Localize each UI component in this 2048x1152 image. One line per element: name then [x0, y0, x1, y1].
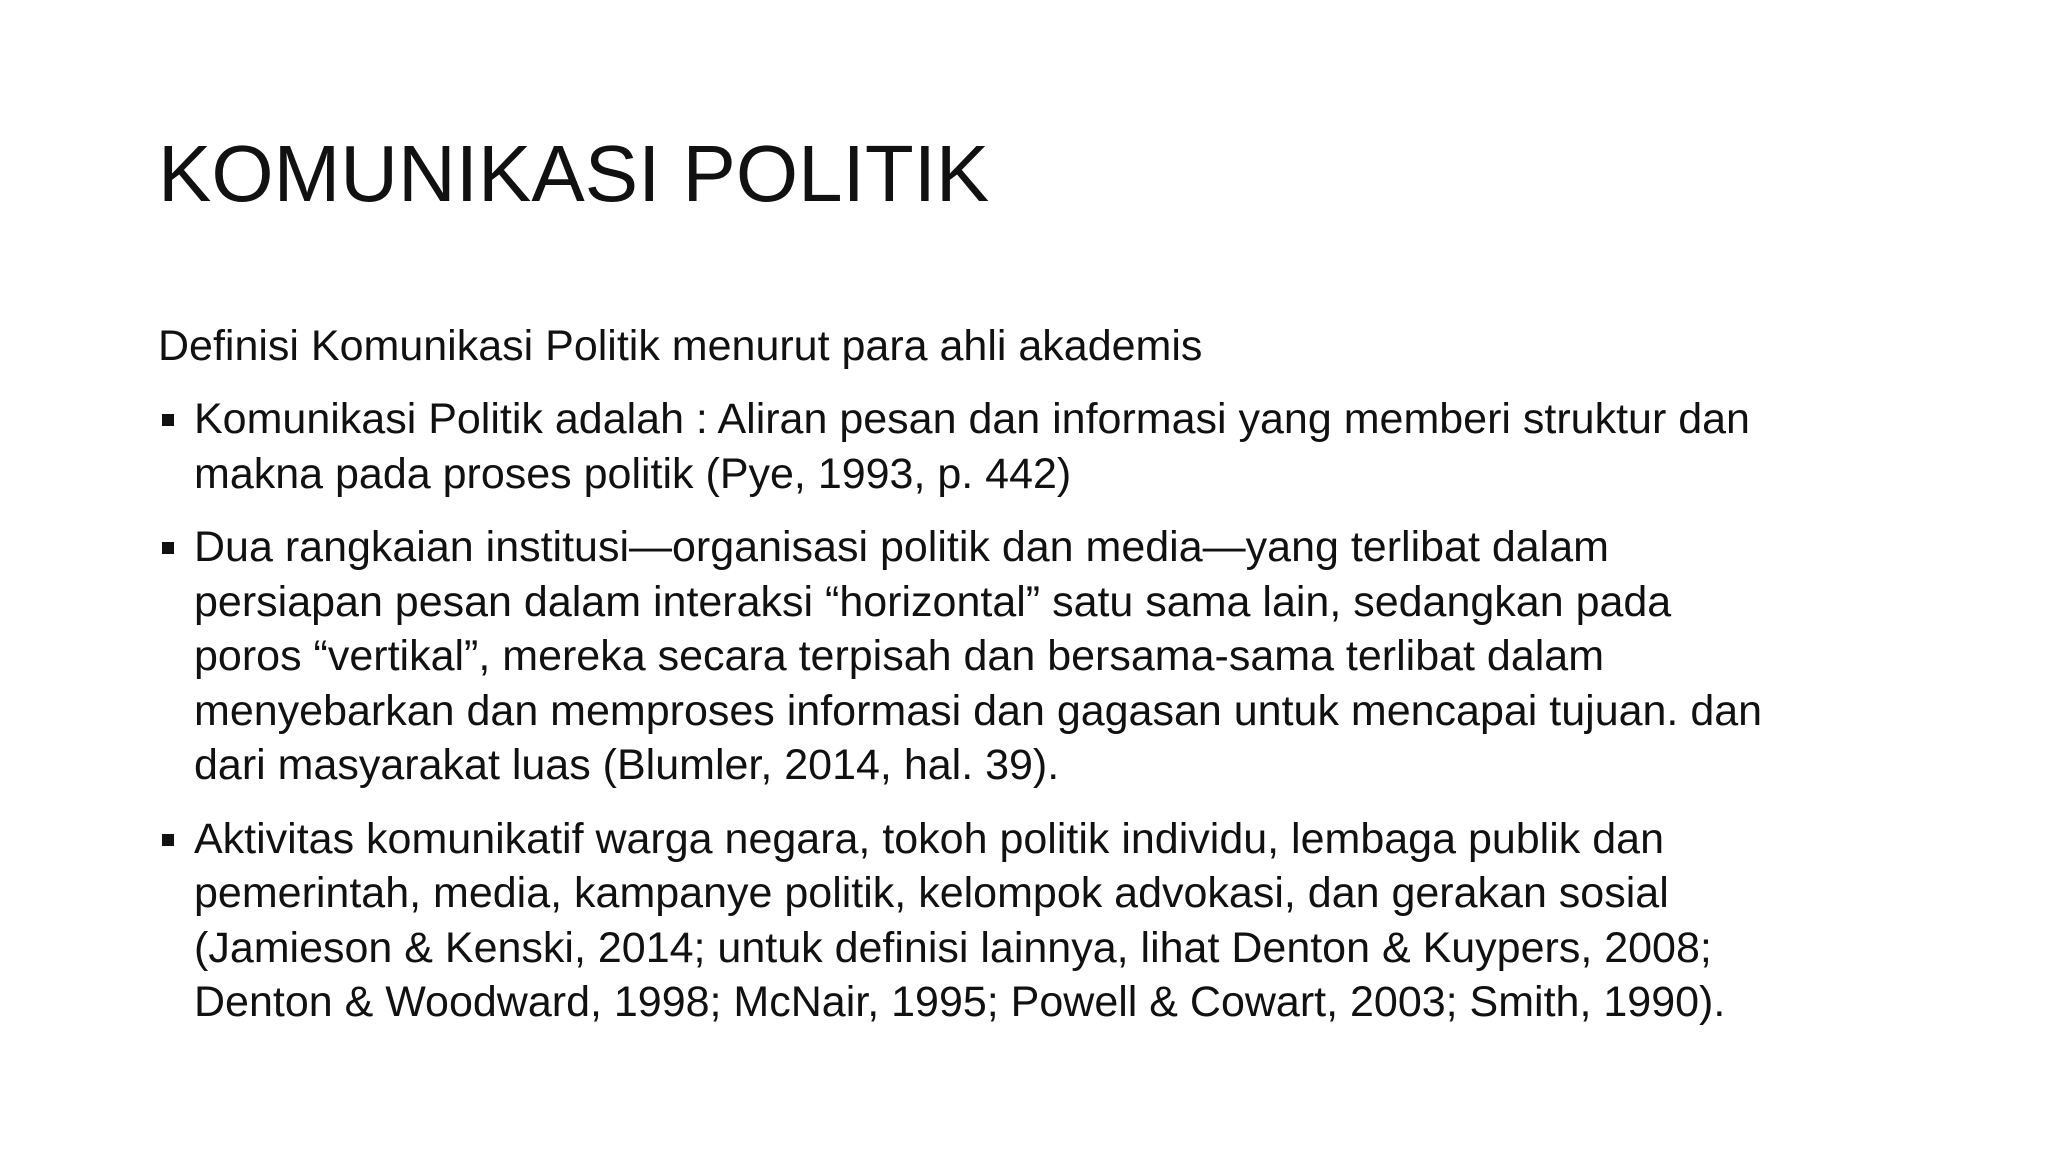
bullet-line: menyebarkan dan memproses informasi dan gagasan untuk mencapai tujuan. dan — [194, 686, 1763, 735]
bullet-item — [158, 520, 1918, 793]
bullet-line: (Jamieson & Kenski, 2014; untuk definisi lainnya, lihat Denton & Kuypers, 2008; — [194, 923, 1712, 972]
bullet-line: Dua rangkaian institusi—organisasi politik dan media—yang terlibat dalam — [194, 523, 1609, 571]
bullet-line: Denton & Woodward, 1998; McNair, 1995; Powell & Cowart, 2003; Smith, 1990). — [194, 978, 1726, 1026]
bullet-item — [158, 812, 1918, 1030]
bullet-list — [158, 392, 1918, 1030]
slide-content — [158, 318, 1918, 1049]
bullet-line: dari masyarakat luas (Blumler, 2014, hal. 39). — [194, 741, 1060, 789]
square-bullet-icon — [162, 542, 174, 554]
bullet-item — [158, 392, 1918, 501]
bullet-line: makna pada proses politik (Pye, 1993, p. 442) — [194, 449, 1072, 498]
bullet-line: pemerintah, media, kampanye politik, kelompok advokasi, dan gerakan sosial — [194, 869, 1669, 917]
bullet-line: poros “vertikal”, mereka secara terpisah dan bersama-sama terlibat dalam — [194, 632, 1605, 680]
intro-text: Definisi Komunikasi Politik menurut para ahli akademis — [158, 322, 1203, 370]
square-bullet-icon — [162, 414, 174, 426]
slide-title: KOMUNIKASI POLITIK — [158, 129, 990, 218]
bullet-line: Komunikasi Politik adalah : Aliran pesan dan informasi yang memberi struktur dan — [194, 395, 1750, 443]
square-bullet-icon — [162, 834, 174, 846]
bullet-line: Aktivitas komunikatif warga negara, tokoh politik individu, lembaga publik dan — [194, 814, 1664, 863]
bullet-line: persiapan pesan dalam interaksi “horizontal” satu sama lain, sedangkan pada — [194, 577, 1672, 626]
